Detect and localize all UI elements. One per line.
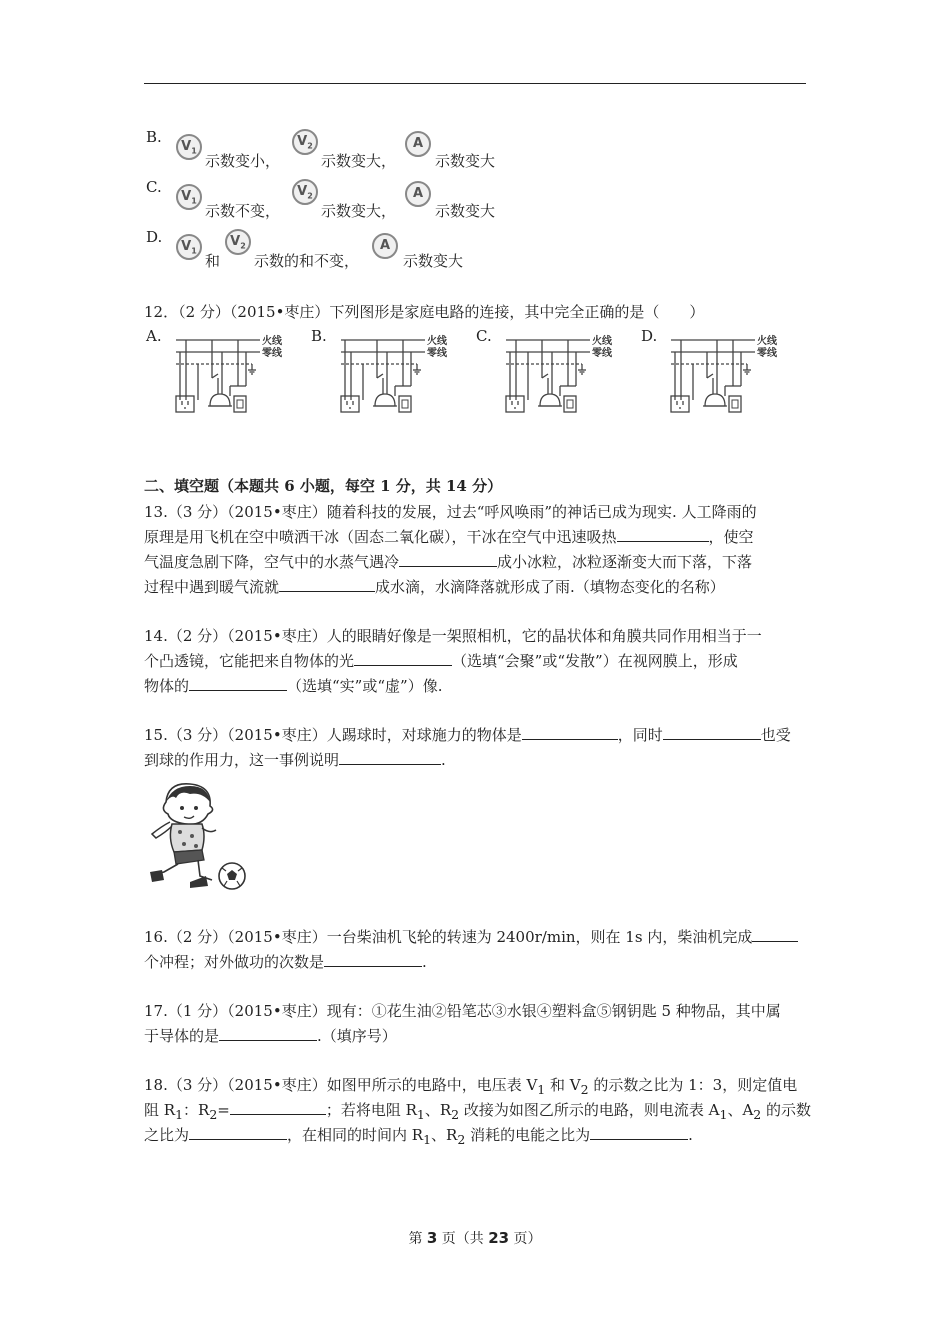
q16-line1: 16.（2 分）（2015•枣庄）一台柴油机飞轮的转速为 2400r/min，则在 1s 内，柴油机完成 <box>144 925 810 949</box>
q14-line2: 个凸透镜，它能把来自物体的光 （选填“会聚”或“发散”）在视网膜上，形成 <box>144 649 810 673</box>
q15-line2: 到球的作用力，这一事例说明 . <box>144 748 810 772</box>
answer-blank[interactable] <box>354 649 452 666</box>
ammeter-a-icon: A <box>372 233 398 259</box>
answer-blank[interactable] <box>189 1123 287 1140</box>
answer-blank[interactable] <box>324 950 422 967</box>
ammeter-a-icon: A <box>405 181 431 207</box>
voltmeter-v1-icon: $V_1$ <box>176 134 202 160</box>
q15-line1: 15.（3 分）（2015•枣庄）人踢球时，对球施力的物体是 ，同时 也受 <box>144 723 810 747</box>
header-rule <box>144 83 806 84</box>
svg-text:火线: 火线 <box>592 336 612 347</box>
q11-option-d-text1: 和 <box>205 252 221 270</box>
q11-option-c-text2: 示数变大， <box>321 202 397 220</box>
q17-line1: 17.（1 分）（2015•枣庄）现有：①花生油②铅笔芯③水银④塑料盒⑤钢钥匙 5 种物品，其中属 <box>144 1002 781 1020</box>
answer-blank[interactable] <box>279 575 375 592</box>
circuit-diagram-d <box>669 330 781 416</box>
svg-text:零线: 零线 <box>262 348 282 359</box>
q13-line4: 过程中遇到暖气流就 成水滴，水滴降落就形成了雨.（填物态变化的名称） <box>144 575 810 599</box>
svg-text:火线: 火线 <box>262 336 282 347</box>
answer-blank[interactable] <box>522 723 618 740</box>
q12-option-d-label: D. <box>641 327 658 345</box>
q18-line2: 阻 $R_1$：$R_2=$ ；若将电阻 $R_1$、$R_2$ 改接为如图乙所示的电路，则电流表 $A_1$、$A_2$ 的示数 <box>144 1098 810 1127</box>
q13-line1: 13.（3 分）（2015•枣庄）随着科技的发展，过去“呼风唤雨”的神话已成为现实. 人工降雨的 <box>144 503 757 521</box>
circuit-diagram-a <box>174 330 286 416</box>
answer-blank[interactable] <box>339 748 441 765</box>
q16-line2: 个冲程；对外做功的次数是 . <box>144 950 810 974</box>
q17-line2: 于导体的是 .（填序号） <box>144 1024 810 1048</box>
answer-blank[interactable] <box>189 674 287 691</box>
q11-option-d-text3: 示数变大 <box>403 252 464 270</box>
q11-option-d-text2: 示数的和不变， <box>254 252 360 270</box>
q11-option-b-text3: 示数变大 <box>435 152 496 170</box>
voltmeter-v2-icon: $V_2$ <box>292 179 318 205</box>
svg-text:零线: 零线 <box>592 348 612 359</box>
answer-blank[interactable] <box>752 925 798 942</box>
voltmeter-v2-icon: $V_2$ <box>225 229 251 255</box>
answer-blank[interactable] <box>590 1123 688 1140</box>
q14-line3: 物体的 （选填“实”或“虚”）像. <box>144 674 810 698</box>
svg-text:火线: 火线 <box>757 336 777 347</box>
voltmeter-v1-icon: $V_1$ <box>176 184 202 210</box>
svg-text:火线: 火线 <box>427 336 447 347</box>
kid-kicking-ball-illustration <box>146 780 250 898</box>
answer-blank[interactable] <box>399 550 497 567</box>
q11-option-b-label: B. <box>146 128 162 146</box>
svg-text:零线: 零线 <box>757 348 777 359</box>
q18-line3: 之比为 ，在相同的时间内 $R_1$、$R_2$ 消耗的电能之比为 . <box>144 1123 810 1152</box>
q11-option-b-text2: 示数变大， <box>321 152 397 170</box>
voltmeter-v1-icon: $V_1$ <box>176 234 202 260</box>
q11-option-c-text1: 示数不变， <box>205 202 281 220</box>
answer-blank[interactable] <box>230 1098 326 1115</box>
q11-option-d-label: D. <box>146 228 163 246</box>
answer-blank[interactable] <box>663 723 761 740</box>
q11-option-b-text1: 示数变小， <box>205 152 281 170</box>
voltmeter-v2-icon: $V_2$ <box>292 129 318 155</box>
q11-option-c-text3: 示数变大 <box>435 202 496 220</box>
q11-option-c-label: C. <box>146 178 162 196</box>
q13-line3: 气温度急剧下降，空气中的水蒸气遇冷 成小冰粒，冰粒逐渐变大而下落，下落 <box>144 550 810 574</box>
svg-text:零线: 零线 <box>427 348 447 359</box>
section-heading: 二、填空题（本题共 6 小题，每空 1 分，共 14 分） <box>144 477 503 495</box>
answer-blank[interactable] <box>219 1024 317 1041</box>
circuit-diagram-c <box>504 330 616 416</box>
q12-option-b-label: B. <box>311 327 327 345</box>
q12-option-a-label: A. <box>146 327 162 345</box>
q12-option-c-label: C. <box>476 327 492 345</box>
q12-stem: 12．（2 分）（2015•枣庄）下列图形是家庭电路的连接，其中完全正确的是（ ） <box>144 303 705 321</box>
page-footer: 第 3 页（共 23 页） <box>408 1229 542 1247</box>
answer-blank[interactable] <box>617 525 709 542</box>
circuit-diagram-b <box>339 330 451 416</box>
q18-line1: 18.（3 分）（2015•枣庄）如图甲所示的电路中，电压表 $V_1$ 和 $V_2$ 的示数之比为 1：3，则定值电 <box>144 1076 798 1097</box>
q14-line1: 14.（2 分）（2015•枣庄）人的眼睛好像是一架照相机，它的晶状体和角膜共同作用相当于一 <box>144 627 762 645</box>
q13-line2: 原理是用飞机在空中喷洒干冰（固态二氧化碳），干冰在空气中迅速吸热 ，使空 <box>144 525 810 549</box>
ammeter-a-icon: A <box>405 131 431 157</box>
